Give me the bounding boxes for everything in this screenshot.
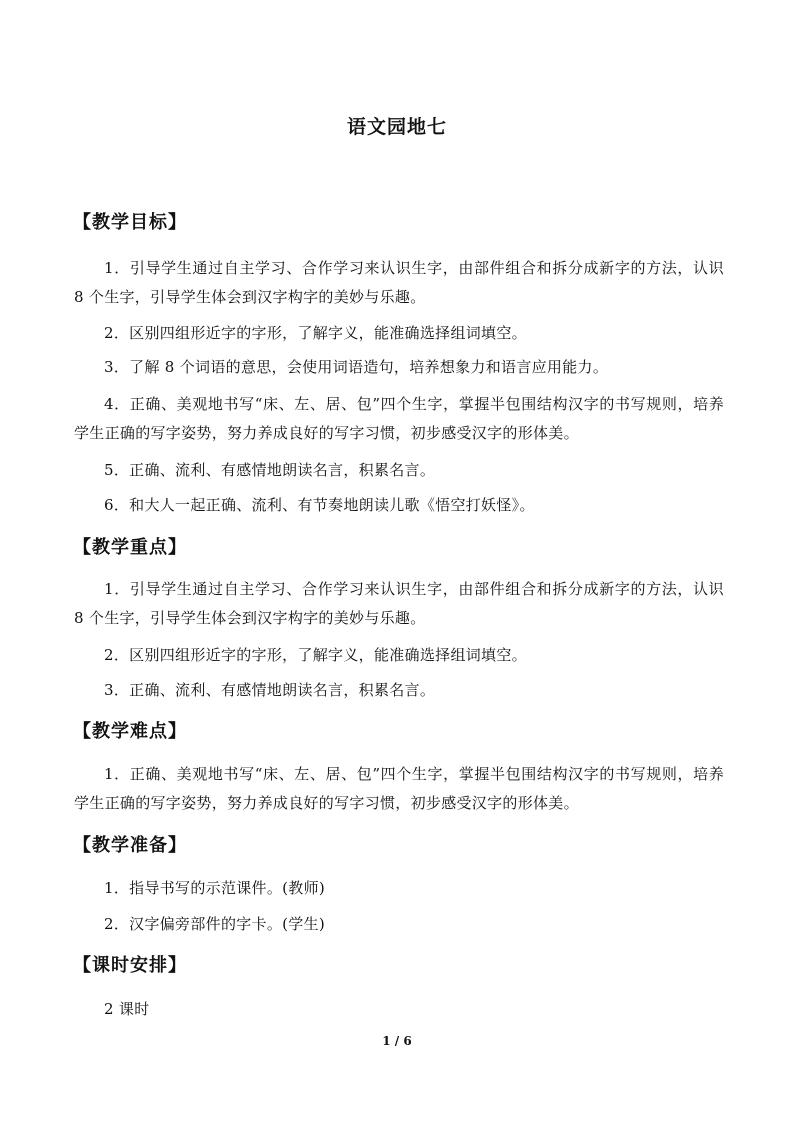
preparation-item-2: 2．汉字偏旁部件的字卡。(学生) <box>104 915 326 933</box>
key-point-item-2: 2．区别四组形近字的字形，了解字义，能准确选择组词填空。 <box>104 646 527 664</box>
objective-item-4: 4．正确、美观地书写“床、左、居、包”四个生字，掌握半包围结构汉字的书写规则，培养学生正确的写字姿势，努力养成良好的写字习惯，初步感受汉字的形体美。 <box>74 395 724 442</box>
difficulty-item-1: 1．正确、美观地书写“床、左、居、包”四个生字，掌握半包围结构汉字的书写规则，培养学生正确的写字姿势，努力养成良好的写字习惯，初步感受汉字的形体美。 <box>74 765 724 812</box>
preparation-item-1: 1．指导书写的示范课件。(教师) <box>104 879 326 897</box>
difficulties-heading: 【教学难点】 <box>73 721 187 742</box>
schedule-heading: 【课时安排】 <box>73 955 187 976</box>
objective-item-3: 3．了解 8 个词语的意思，会使用词语造句，培养想象力和语言应用能力。 <box>104 358 609 376</box>
objective-item-2: 2．区别四组形近字的字形，了解字义，能准确选择组词填空。 <box>104 324 527 342</box>
objectives-heading: 【教学目标】 <box>73 212 187 233</box>
objective-item-1: 1．引导学生通过自主学习、合作学习来认识生字，由部件组合和拆分成新字的方法，认识 8 个生字，引导学生体会到汉字构字的美妙与乐趣。 <box>74 259 724 306</box>
preparation-heading: 【教学准备】 <box>73 835 187 856</box>
objective-item-6: 6．和大人一起正确、流利、有节奏地朗读儿歌《悟空打妖怪》。 <box>104 496 535 514</box>
key-point-item-3: 3．正确、流利、有感情地朗读名言，积累名言。 <box>104 681 436 699</box>
document-title: 语文园地七 <box>346 116 447 138</box>
key-points-heading: 【教学重点】 <box>73 537 187 558</box>
objective-item-5: 5．正确、流利、有感情地朗读名言，积累名言。 <box>104 461 436 479</box>
page-number: 1 / 6 <box>382 1034 412 1048</box>
key-point-item-1: 1．引导学生通过自主学习、合作学习来认识生字，由部件组合和拆分成新字的方法，认识 8 个生字，引导学生体会到汉字构字的美妙与乐趣。 <box>74 580 724 627</box>
schedule-item-1: 2 课时 <box>104 1000 150 1018</box>
